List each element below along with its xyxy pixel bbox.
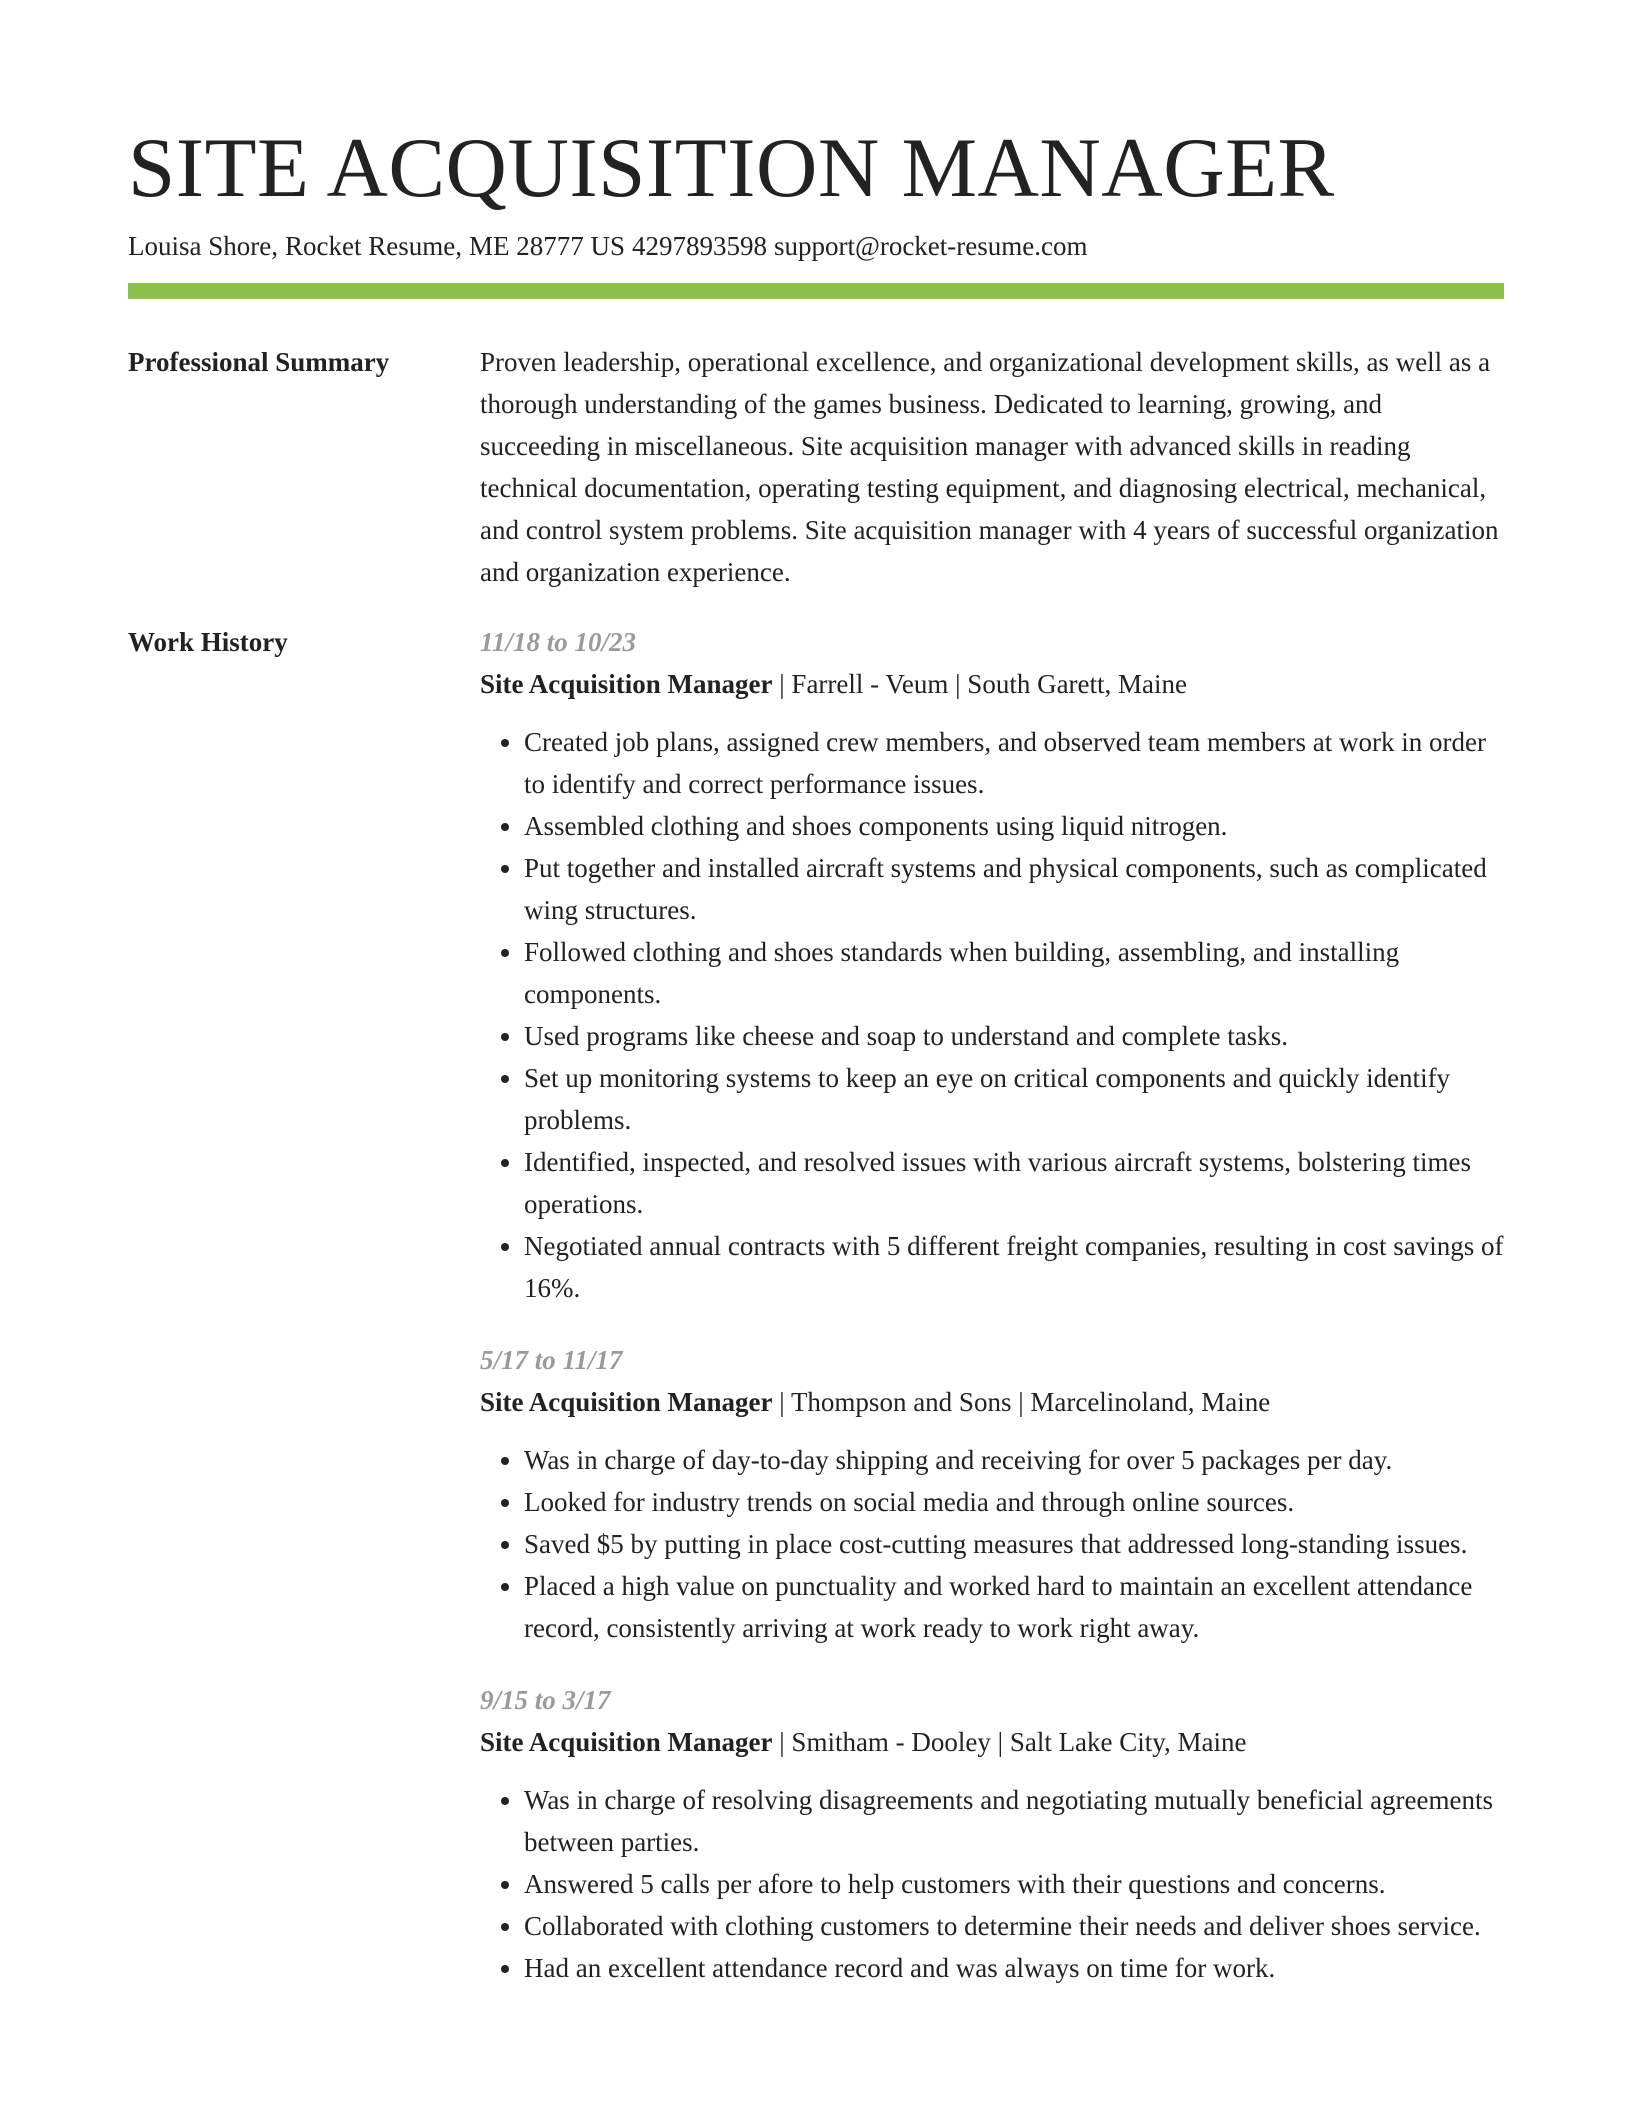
- contact-name: Louisa Shore,: [128, 231, 278, 261]
- job-bullet: • Placed a high value on punctuality and worked hard to maintain an excellent attendance record, consistently arriving at work ready to work right away.: [524, 1565, 1504, 1649]
- job-location: South Garett, Maine: [967, 669, 1188, 699]
- job-company: Thompson and Sons: [790, 1387, 1012, 1417]
- job-bullet: • Used programs like cheese and soap to understand and complete tasks.: [524, 1015, 1504, 1057]
- job-bullet: • Saved $5 by putting in place cost-cutting measures that addressed long-standing issues.: [524, 1523, 1504, 1565]
- job-company: Farrell - Veum: [791, 669, 949, 699]
- summary-heading: Professional Summary: [128, 347, 390, 377]
- job-title: Site Acquisition Manager: [480, 1387, 773, 1417]
- job-dates: 5/17 to 11/17: [480, 1345, 623, 1375]
- job-separator: |: [779, 669, 785, 699]
- job-heading: [480, 1721, 1504, 1763]
- job-title: Site Acquisition Manager: [480, 1727, 773, 1757]
- job-bullet: • Followed clothing and shoes standards when building, assembling, and installing components.: [524, 931, 1504, 1015]
- job-bullet: • Collaborated with clothing customers to determine their needs and deliver shoes service.: [524, 1905, 1504, 1947]
- job-title: Site Acquisition Manager: [480, 669, 773, 699]
- job-company: Smitham - Dooley: [791, 1727, 991, 1757]
- job-bullet: • Put together and installed aircraft systems and physical components, such as complicated wing structures.: [524, 847, 1504, 931]
- job-bullet: • Answered 5 calls per afore to help customers with their questions and concerns.: [524, 1863, 1504, 1905]
- job-heading: [480, 663, 1504, 705]
- job-bullet: • Looked for industry trends on social media and through online sources.: [524, 1481, 1504, 1523]
- contact-phone: 4297893598: [631, 231, 767, 261]
- contact-email: support@rocket-resume.com: [773, 231, 1088, 261]
- job-separator: |: [779, 1727, 785, 1757]
- resume-page: [128, 118, 1504, 2019]
- job-separator: |: [1018, 1387, 1024, 1417]
- job-bullet: • Set up monitoring systems to keep an eye on critical components and quickly identify problems.: [524, 1057, 1504, 1141]
- job-dates: 11/18 to 10/23: [480, 627, 637, 657]
- job-bullet: • Was in charge of resolving disagreements and negotiating mutually beneficial agreements between parties.: [524, 1779, 1504, 1863]
- job-dates: 9/15 to 3/17: [480, 1685, 611, 1715]
- job-entry: [480, 621, 1504, 1309]
- job-location: Marcelinoland, Maine: [1030, 1387, 1271, 1417]
- job-bullet: • Assembled clothing and shoes components using liquid nitrogen.: [524, 805, 1504, 847]
- job-bullet-list: [480, 1779, 1504, 1989]
- job-bullet: • Negotiated annual contracts with 5 different freight companies, resulting in cost savings of 16%.: [524, 1225, 1504, 1309]
- job-list: [480, 621, 1504, 2019]
- job-separator: |: [955, 669, 961, 699]
- job-bullet: • Was in charge of day-to-day shipping and receiving for over 5 packages per day.: [524, 1439, 1504, 1481]
- job-bullet: • Had an excellent attendance record and was always on time for work.: [524, 1947, 1504, 1989]
- job-entry: [480, 1679, 1504, 1989]
- contact-line: [128, 226, 1504, 266]
- contact-company: Rocket Resume,: [284, 231, 462, 261]
- job-bullet: • Created job plans, assigned crew members, and observed team members at work in order to identify and correct performance issues.: [524, 721, 1504, 805]
- resume-title: SITE ACQUISITION MANAGER: [128, 121, 1335, 215]
- contact-location: ME 28777 US: [468, 231, 625, 261]
- job-bullet-list: [480, 1439, 1504, 1649]
- job-bullet-list: [480, 721, 1504, 1309]
- job-entry: [480, 1339, 1504, 1649]
- header-divider: [128, 283, 1504, 299]
- job-separator: |: [779, 1387, 785, 1417]
- work-history-section: [128, 621, 1504, 2019]
- job-heading: [480, 1381, 1504, 1423]
- summary-text: Proven leadership, operational excellence, and organizational development skills, as well as a thorough understanding of the games business. Dedicated to learning, growing, and succeeding in miscellaneous. Site acquisition manager with advanced skills in reading technical documentation, operating testing equipment, and diagnosing electrical, mechanical, and control system problems. Site acquisition manager with 4 years of successful organization and organization experience.: [480, 347, 1499, 587]
- job-bullet: • Identified, inspected, and resolved issues with various aircraft systems, bolstering times operations.: [524, 1141, 1504, 1225]
- job-separator: |: [997, 1727, 1004, 1757]
- work-history-heading: Work History: [128, 627, 288, 657]
- summary-section: [128, 341, 1504, 593]
- job-location: Salt Lake City, Maine: [1009, 1727, 1247, 1757]
